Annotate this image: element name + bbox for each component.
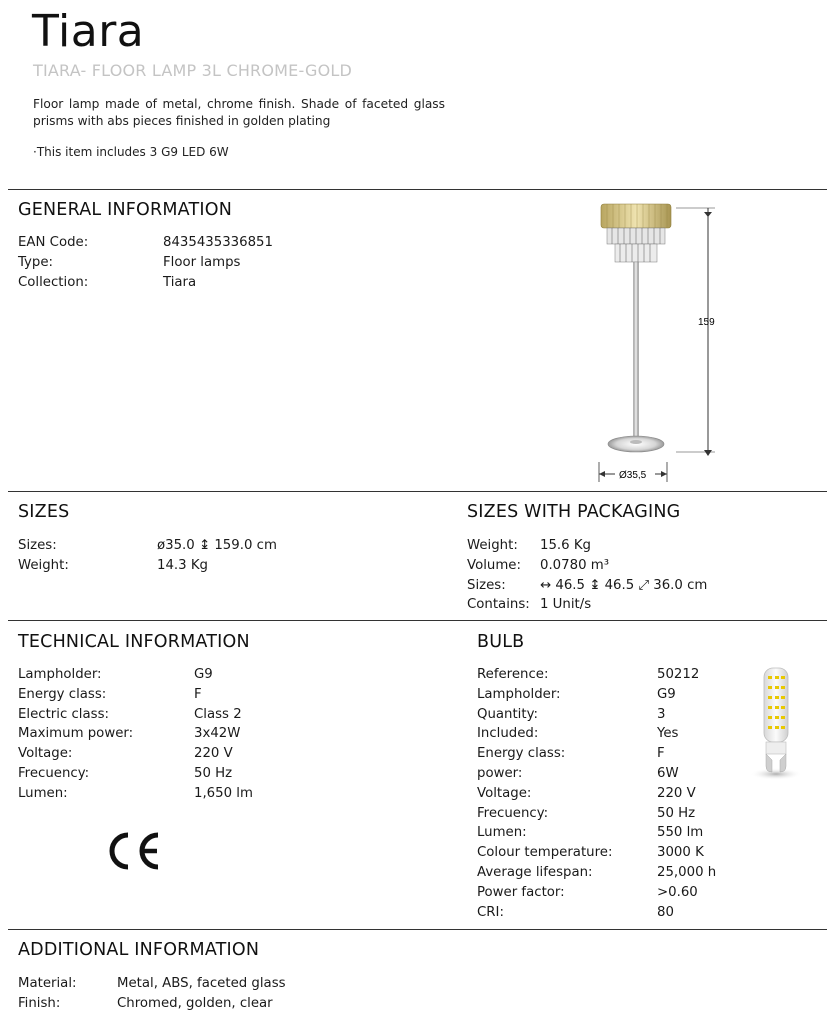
bulb-row bbox=[477, 685, 716, 705]
row-value: 14.3 Kg bbox=[157, 557, 208, 573]
row-value: 1,650 lm bbox=[194, 785, 253, 801]
row-value: ↔ 46.5 ↨ 46.5 ⤢ 36.0 cm bbox=[540, 577, 708, 593]
row-value: 80 bbox=[657, 904, 674, 920]
row-label: EAN Code: bbox=[18, 235, 89, 250]
row-label: Energy class: bbox=[18, 686, 107, 702]
shade-gold-ring bbox=[601, 204, 671, 228]
technical-title: TECHNICAL INFORMATION bbox=[18, 632, 250, 652]
row-label: Voltage: bbox=[18, 746, 73, 762]
row-label: Finish: bbox=[18, 995, 61, 1011]
additional-row bbox=[18, 974, 286, 994]
technical-table bbox=[18, 665, 253, 804]
row-label: Average lifespan: bbox=[477, 864, 593, 880]
technical-row bbox=[18, 665, 253, 685]
row-value: F bbox=[657, 746, 665, 762]
row-label: Quantity: bbox=[477, 706, 538, 722]
sizes-row bbox=[18, 556, 277, 576]
row-value: 1 Unit/s bbox=[540, 597, 592, 613]
row-value: 50 Hz bbox=[657, 805, 696, 821]
bulb-row bbox=[477, 724, 716, 744]
row-label: Power factor: bbox=[477, 884, 565, 900]
product-description: Floor lamp made of metal, chrome finish. Shade of faceted glass prisms with abs pieces finished in golden plating bbox=[33, 97, 445, 128]
width-dimension-label: Ø35,5 bbox=[619, 470, 647, 481]
technical-row bbox=[18, 784, 253, 804]
row-value: 25,000 h bbox=[657, 864, 717, 880]
row-value: F bbox=[194, 686, 202, 702]
bulb-row bbox=[477, 804, 716, 824]
row-label: Colour temperature: bbox=[477, 845, 613, 861]
row-label: Lampholder: bbox=[18, 667, 102, 682]
row-value: >0.60 bbox=[657, 884, 698, 900]
bulb-table bbox=[477, 665, 716, 922]
bulb-title: BULB bbox=[477, 632, 525, 652]
row-value: 550 lm bbox=[657, 825, 704, 841]
row-label: Lampholder: bbox=[477, 686, 561, 702]
row-value: 220 V bbox=[194, 746, 233, 762]
row-value: 0.0780 m³ bbox=[540, 557, 610, 573]
technical-row bbox=[18, 764, 253, 784]
bulb-row bbox=[477, 903, 716, 923]
row-value: 15.6 Kg bbox=[540, 538, 591, 553]
page-title: Tiara bbox=[32, 6, 145, 57]
bulb-row bbox=[477, 764, 716, 784]
general-row-type bbox=[18, 253, 273, 273]
row-label: Contains: bbox=[467, 597, 530, 613]
product-subtitle: TIARA- FLOOR LAMP 3L CHROME-GOLD bbox=[33, 61, 353, 80]
technical-row bbox=[18, 705, 253, 725]
row-label: Sizes: bbox=[18, 538, 57, 553]
row-label: Sizes: bbox=[467, 577, 506, 593]
row-label: power: bbox=[477, 765, 523, 781]
packaging-title: SIZES WITH PACKAGING bbox=[467, 502, 681, 522]
ce-mark-icon bbox=[104, 829, 162, 873]
row-value: G9 bbox=[657, 686, 676, 702]
technical-row bbox=[18, 744, 253, 764]
floor-lamp-drawing bbox=[585, 196, 730, 486]
row-value: 3000 K bbox=[657, 845, 704, 861]
additional-title: ADDITIONAL INFORMATION bbox=[18, 940, 260, 960]
row-label: Electric class: bbox=[18, 706, 109, 722]
additional-row bbox=[18, 994, 286, 1014]
row-label: Frecuency: bbox=[18, 765, 90, 781]
row-label: Collection: bbox=[18, 274, 89, 290]
row-label: Material: bbox=[18, 976, 77, 991]
sizes-table bbox=[18, 536, 277, 576]
bulb-row bbox=[477, 665, 716, 685]
row-label: Type: bbox=[18, 254, 54, 270]
general-row-collection bbox=[18, 273, 273, 293]
row-label: Lumen: bbox=[18, 785, 68, 801]
height-dimension-label: 159 bbox=[698, 317, 715, 328]
general-row-ean bbox=[18, 233, 273, 253]
row-label: Lumen: bbox=[477, 825, 527, 841]
row-value: Tiara bbox=[163, 274, 197, 290]
bulb-row bbox=[477, 823, 716, 843]
packaging-table bbox=[467, 536, 707, 615]
general-info-title: GENERAL INFORMATION bbox=[18, 200, 232, 220]
sizes-row bbox=[18, 536, 277, 556]
row-value: Class 2 bbox=[194, 706, 242, 722]
row-label: Volume: bbox=[467, 557, 521, 573]
row-label: Energy class: bbox=[477, 746, 566, 762]
row-value: 50212 bbox=[657, 667, 700, 682]
bulb-row bbox=[477, 744, 716, 764]
bulb-row bbox=[477, 843, 716, 863]
row-value: 220 V bbox=[657, 785, 696, 801]
shade-crystal-tier bbox=[615, 244, 657, 262]
bulb-row bbox=[477, 883, 716, 903]
packaging-row bbox=[467, 556, 707, 576]
bulb-row bbox=[477, 784, 716, 804]
divider bbox=[8, 620, 827, 621]
sizes-title: SIZES bbox=[18, 502, 70, 522]
row-label: Maximum power: bbox=[18, 726, 134, 742]
packaging-row bbox=[467, 576, 707, 596]
row-value: Yes bbox=[657, 726, 679, 742]
row-value: Metal, ABS, faceted glass bbox=[117, 976, 286, 991]
divider bbox=[8, 189, 827, 190]
g9-bulb-image bbox=[748, 662, 804, 790]
bulb-row bbox=[477, 705, 716, 725]
row-value: 8435435336851 bbox=[163, 235, 273, 250]
technical-row bbox=[18, 724, 253, 744]
bulb-row bbox=[477, 863, 716, 883]
row-value: 50 Hz bbox=[194, 765, 233, 781]
technical-row bbox=[18, 685, 253, 705]
row-label: CRI: bbox=[477, 904, 504, 920]
packaging-row bbox=[467, 595, 707, 615]
row-label: Frecuency: bbox=[477, 805, 549, 821]
row-value: 3x42W bbox=[194, 726, 241, 742]
general-info-table bbox=[18, 233, 273, 292]
row-label: Weight: bbox=[467, 538, 518, 553]
packaging-row bbox=[467, 536, 707, 556]
row-label: Weight: bbox=[18, 557, 69, 573]
divider bbox=[8, 929, 827, 930]
row-value: Floor lamps bbox=[163, 254, 241, 270]
row-value: ø35.0 ↨ 159.0 cm bbox=[157, 538, 277, 553]
row-value: Chromed, golden, clear bbox=[117, 995, 273, 1011]
row-value: 6W bbox=[657, 765, 679, 781]
divider bbox=[8, 491, 827, 492]
row-label: Reference: bbox=[477, 667, 549, 682]
row-label: Included: bbox=[477, 726, 539, 742]
lamp-pole bbox=[634, 262, 639, 440]
product-note: ·This item includes 3 G9 LED 6W bbox=[33, 145, 229, 159]
row-value: G9 bbox=[194, 667, 213, 682]
additional-table bbox=[18, 974, 286, 1014]
row-value: 3 bbox=[657, 706, 666, 722]
row-label: Voltage: bbox=[477, 785, 532, 801]
